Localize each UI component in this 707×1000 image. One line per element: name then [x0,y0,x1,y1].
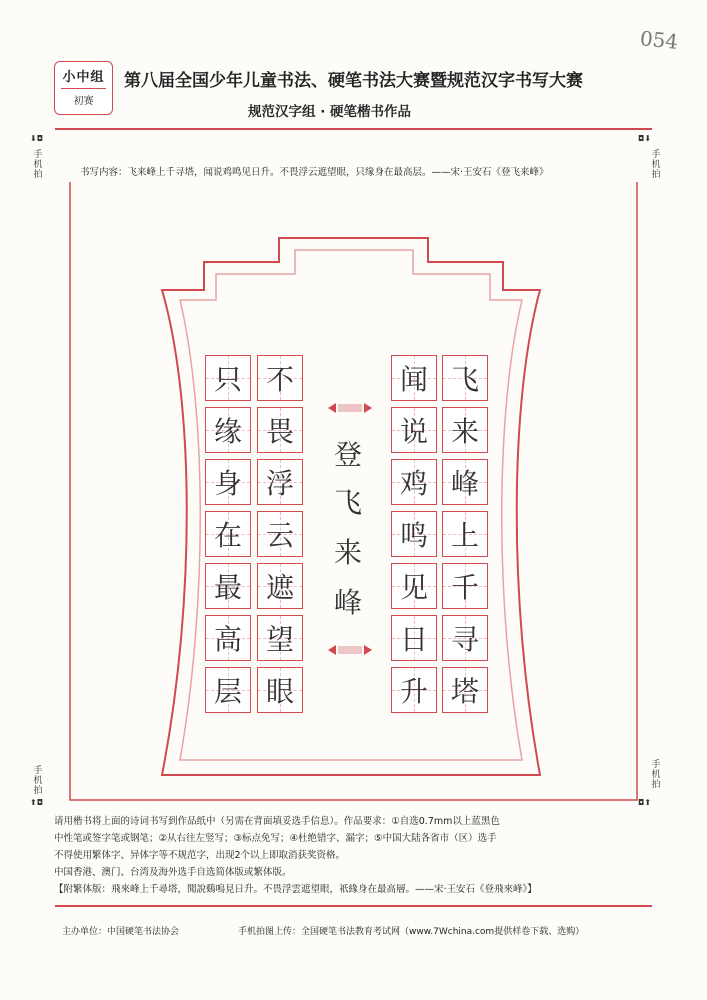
poem-char-cell [205,355,251,401]
poem-char: 层 [213,675,242,708]
poem-char-cell [442,459,488,505]
camera-icon: ◘⬇ [638,134,652,143]
poem-char-cell [442,511,488,557]
poem-char: 峰 [450,467,479,500]
requirements-line: 【附繁体版：飛來峰上千尋塔，聞說鷄鳴見日升。不畏浮雲遮望眼，祇緣身在最高層。——宋·王安石《登飛來峰》】 [54,884,537,895]
poem-char: 不 [265,363,294,396]
poem-char-cell [205,563,251,609]
poem-char-cell [442,667,488,713]
round-label: 初赛 [73,96,94,107]
poem-char: 云 [265,519,294,552]
poem-char-cell [257,355,303,401]
poem-char: 上 [450,519,479,552]
requirements-line: 不得使用繁体字、异体字等不规范字，出现2个以上即取消获奖资格。 [54,850,346,861]
camera-icon: ⬆◘ [30,798,44,807]
poem-char-cell [391,511,437,557]
photo-label-left-top: 手 机 拍 [33,150,43,180]
page-title: 第八届全国少年儿童书法、硬笔书法大赛暨规范汉字书写大赛 [124,71,583,91]
poem-char: 飞 [450,363,479,396]
poem-char-cell [391,407,437,453]
poem-char-cell [257,459,303,505]
poem-char-cell [391,615,437,661]
poem-char-cell [442,355,488,401]
poem-char-cell [257,667,303,713]
writing-content: 书写内容：飞来峰上千寻塔，闻说鸡鸣见日升。不畏浮云遮望眼，只缘身在最高层。——宋·王安石《登飞来峰》 [80,167,549,178]
camera-icon: ◘⬆ [638,798,652,807]
poem-char: 寻 [450,623,479,656]
camera-icon: ⬇◘ [30,134,44,143]
poem-char: 在 [213,519,242,552]
poem-char: 身 [213,467,242,500]
organizer: 主办单位：中国硬笔书法协会 [62,927,180,937]
poem-title-char: 来 [333,536,362,569]
poem-char-cell [205,615,251,661]
poem-char-cell [257,407,303,453]
poem-char: 见 [399,571,428,604]
poem-char-cell [257,615,303,661]
poem-char-cell [205,511,251,557]
requirements-line: 请用楷书将上面的诗词书写到作品纸中（另需在背面填妥选手信息）。作品要求：①自选0.7mm以上蓝黑色 [54,816,500,827]
bottom-divider [55,905,652,907]
page-subtitle: 规范汉字组 · 硬笔楷书作品 [248,104,412,120]
poem-title-char: 飞 [333,486,362,519]
group-label: 小中组 [62,70,105,85]
poem-char: 鸣 [399,519,428,552]
poem-char-cell [205,459,251,505]
poem-char: 高 [213,623,242,656]
poem-char: 塔 [450,675,479,708]
poem-char-cell [391,459,437,505]
poem-char: 来 [450,415,479,448]
poem-char-cell [391,563,437,609]
requirements-line: 中性笔或签字笔或钢笔；②从右往左竖写；③标点免写；④杜绝错字、漏字；⑤中国大陆各省市（区）选手 [54,833,497,844]
poem-char: 说 [399,415,428,448]
poem-char: 鸡 [399,467,428,500]
poem-char-cell [391,667,437,713]
photo-label-right-bottom: 手 机 拍 [651,760,661,790]
poem-char: 最 [213,571,242,604]
poem-char: 眼 [265,675,294,708]
poem-char: 遮 [265,571,294,604]
poem-char-cell [205,407,251,453]
upload-info: 手机拍图上传：全国硬笔书法教育考试网（www.7Wchina.com提供样卷下载、选购） [238,927,585,937]
poem-char-cell [257,563,303,609]
poem-char: 日 [399,623,428,656]
photo-label-right-top: 手 机 拍 [651,150,661,180]
poem-char-cell [391,355,437,401]
poem-char: 闻 [399,363,428,396]
poem-char: 畏 [265,415,294,448]
poem-title-char: 登 [333,438,362,471]
poem-char-cell [442,563,488,609]
poem-char: 浮 [265,467,294,500]
requirements-line: 中国香港、澳门、台湾及海外选手自选简体版或繁体版。 [54,867,292,878]
photo-label-left-bottom: 手 机 拍 [33,766,43,796]
poem-char-cell [442,407,488,453]
requirements-block [54,813,654,898]
poem-char: 只 [213,363,242,396]
poem-title-char: 峰 [333,586,362,619]
poem-char-cell [205,667,251,713]
poem-char: 缘 [213,415,242,448]
poem-char: 千 [450,571,479,604]
poem-char-cell [442,615,488,661]
poem-char-cell [257,511,303,557]
poem-char: 望 [265,623,294,656]
handwritten-page-number: 054 [638,26,680,54]
poem-char: 升 [399,675,428,708]
